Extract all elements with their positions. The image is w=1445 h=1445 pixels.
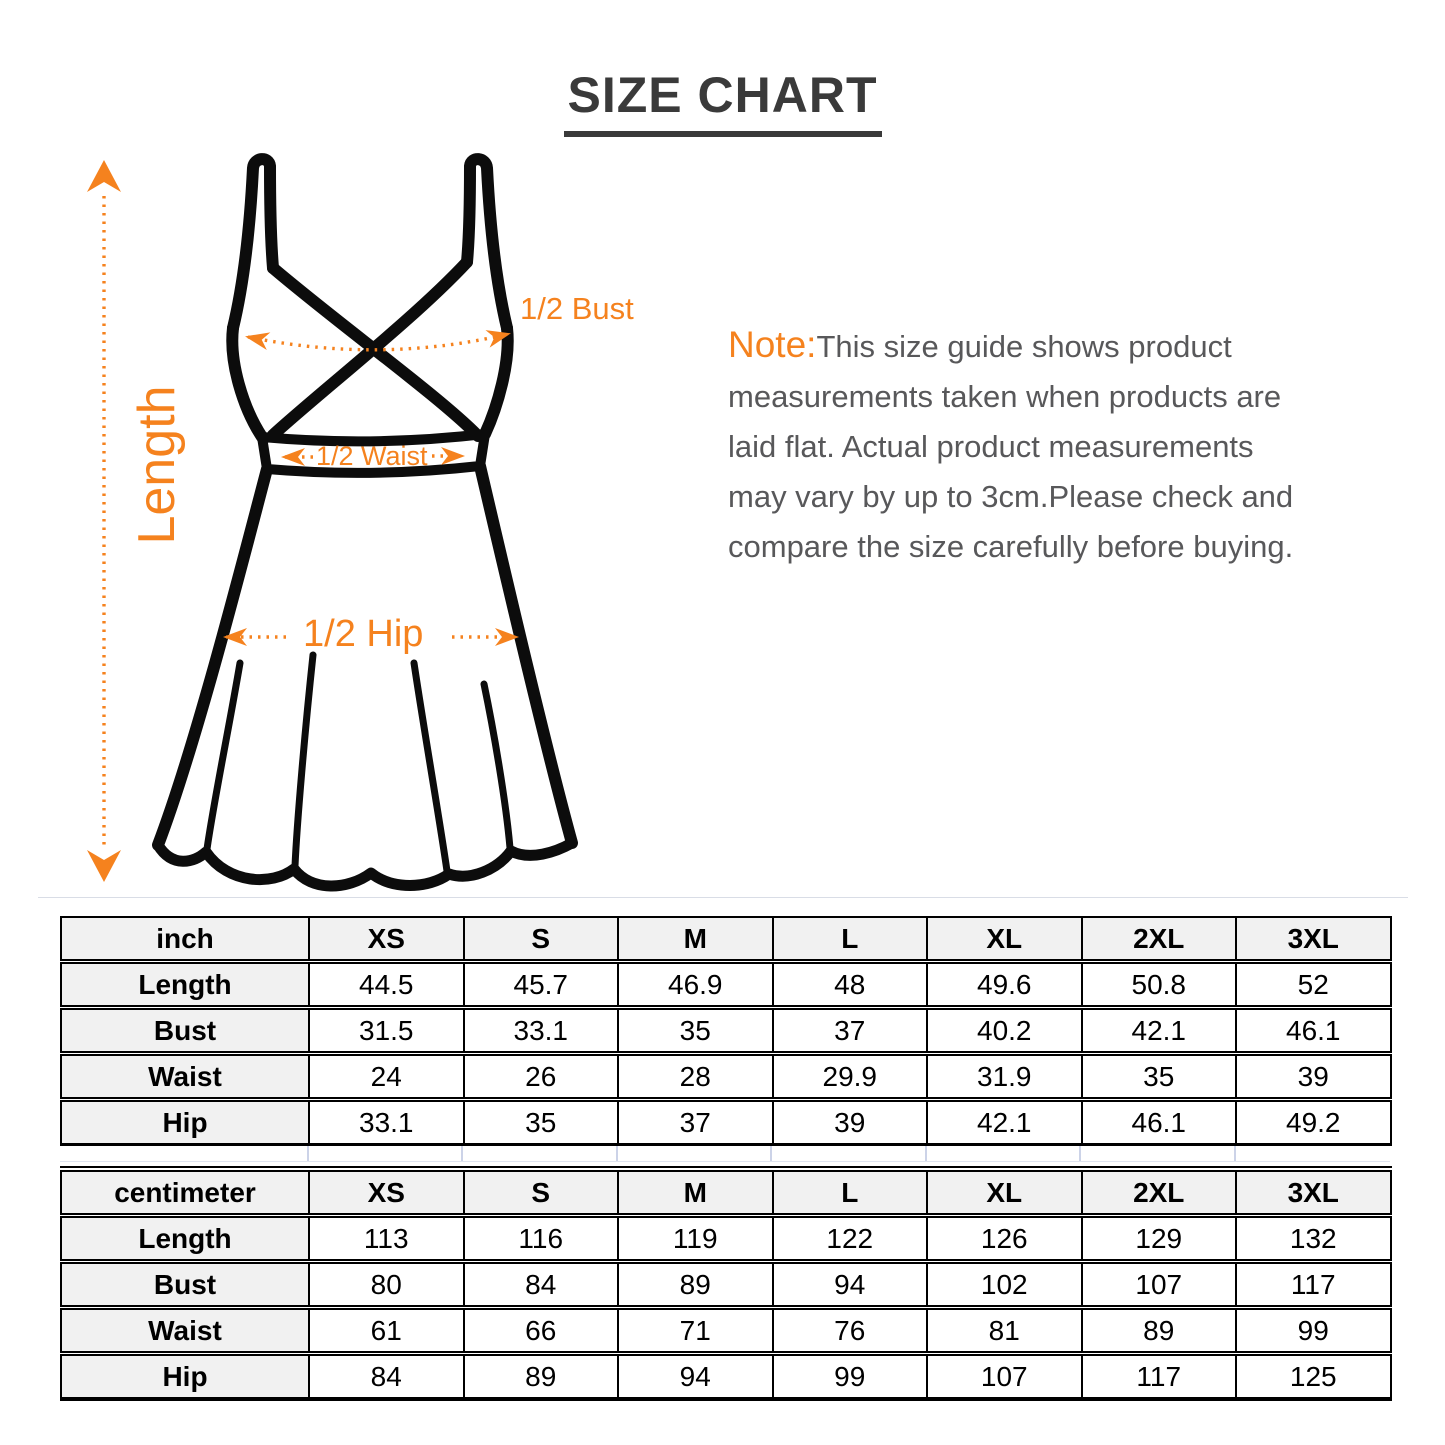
measurement-value: 49.6 [927, 962, 1082, 1008]
measurement-value: 76 [773, 1308, 928, 1354]
table-row [61, 1354, 1391, 1400]
measurement-value: 35 [464, 1100, 619, 1145]
measurement-value: 129 [1082, 1216, 1237, 1262]
table-header-row [61, 1169, 1391, 1216]
measurement-value: 29.9 [773, 1054, 928, 1100]
size-column-header: XL [927, 1169, 1082, 1216]
size-column-header: L [773, 917, 928, 962]
dress-pleats [207, 655, 510, 871]
measurement-value: 80 [309, 1262, 464, 1308]
note-line: Note:This size guide shows product [728, 324, 1232, 365]
measurement-value: 99 [773, 1354, 928, 1400]
unit-header-cell: inch [61, 917, 309, 962]
measurement-value: 81 [927, 1308, 1082, 1354]
measurement-value: 42.1 [1082, 1008, 1237, 1054]
size-column-header: 3XL [1236, 917, 1391, 962]
measurement-label: Hip [61, 1354, 309, 1400]
measurement-value: 44.5 [309, 962, 464, 1008]
table-row [61, 1308, 1391, 1354]
size-column-header: 2XL [1082, 1169, 1237, 1216]
size-column-header: 2XL [1082, 917, 1237, 962]
table-row [61, 1054, 1391, 1100]
measurement-label: Length [61, 1216, 309, 1262]
measurement-value: 113 [309, 1216, 464, 1262]
measurement-label: Waist [61, 1054, 309, 1100]
table-row [61, 1008, 1391, 1054]
measurement-value: 117 [1236, 1262, 1391, 1308]
measurement-value: 31.5 [309, 1008, 464, 1054]
measurement-value: 33.1 [309, 1100, 464, 1145]
measurement-value: 39 [773, 1100, 928, 1145]
measurement-value: 132 [1236, 1216, 1391, 1262]
measurement-value: 107 [927, 1354, 1082, 1400]
measurement-value: 126 [927, 1216, 1082, 1262]
measurement-value: 46.9 [618, 962, 773, 1008]
size-column-header: M [618, 917, 773, 962]
size-table-inch [60, 916, 1392, 1146]
measurement-value: 31.9 [927, 1054, 1082, 1100]
measurement-value: 37 [773, 1008, 928, 1054]
size-column-header: L [773, 1169, 928, 1216]
measurement-value: 39 [1236, 1054, 1391, 1100]
measurement-value: 84 [309, 1354, 464, 1400]
size-column-header: XS [309, 1169, 464, 1216]
unit-header-cell: centimeter [61, 1169, 309, 1216]
note-line: laid flat. Actual product measurements [728, 429, 1254, 464]
dress-left-side [232, 328, 262, 437]
measurement-value: 33.1 [464, 1008, 619, 1054]
measurement-value: 119 [618, 1216, 773, 1262]
half-hip-label: 1/2 Hip [303, 613, 424, 655]
measurement-label: Bust [61, 1262, 309, 1308]
measurement-value: 24 [309, 1054, 464, 1100]
size-column-header: 3XL [1236, 1169, 1391, 1216]
measurement-value: 46.1 [1236, 1008, 1391, 1054]
note-line: may vary by up to 3cm.Please check and [728, 479, 1294, 514]
measurement-value: 45.7 [464, 962, 619, 1008]
measurement-value: 89 [618, 1262, 773, 1308]
measurement-label: Bust [61, 1008, 309, 1054]
measurement-value: 40.2 [927, 1008, 1082, 1054]
half-bust-label: 1/2 Bust [520, 291, 634, 326]
measurement-value: 52 [1236, 962, 1391, 1008]
measurement-value: 66 [464, 1308, 619, 1354]
measurement-value: 35 [618, 1008, 773, 1054]
measurement-value: 35 [1082, 1054, 1237, 1100]
faint-gridline [60, 1161, 1390, 1162]
measurement-label: Hip [61, 1100, 309, 1145]
size-column-header: M [618, 1169, 773, 1216]
measurement-value: 116 [464, 1216, 619, 1262]
measurement-value: 94 [618, 1354, 773, 1400]
measurement-value: 94 [773, 1262, 928, 1308]
note-line: compare the size carefully before buying. [728, 529, 1294, 564]
size-column-header: S [464, 917, 619, 962]
measurement-value: 102 [927, 1262, 1082, 1308]
size-column-header: XL [927, 917, 1082, 962]
size-table-centimeter [60, 1166, 1392, 1401]
measurement-value: 84 [464, 1262, 619, 1308]
dress-right-strap [467, 159, 507, 328]
dress-right-side [485, 328, 508, 434]
page-title: SIZE CHART [564, 66, 882, 137]
measurement-value: 28 [618, 1054, 773, 1100]
dress-left-strap [233, 159, 273, 328]
measurement-value: 89 [1082, 1308, 1237, 1354]
size-column-header: XS [309, 917, 464, 962]
measurement-value: 107 [1082, 1262, 1237, 1308]
measurement-value: 61 [309, 1308, 464, 1354]
note-text [728, 320, 1418, 572]
note-line: measurements taken when products are [728, 379, 1282, 414]
measurement-value: 125 [1236, 1354, 1391, 1400]
measurement-value: 122 [773, 1216, 928, 1262]
note-prefix: Note: [728, 324, 817, 365]
measurement-value: 50.8 [1082, 962, 1237, 1008]
length-label: Length [128, 385, 186, 545]
measurement-value: 49.2 [1236, 1100, 1391, 1145]
measurement-value: 117 [1082, 1354, 1237, 1400]
measurement-value: 99 [1236, 1308, 1391, 1354]
measurement-value: 42.1 [927, 1100, 1082, 1145]
measurement-value: 46.1 [1082, 1100, 1237, 1145]
table-row [61, 1262, 1391, 1308]
measurement-label: Waist [61, 1308, 309, 1354]
table-row [61, 962, 1391, 1008]
measurement-value: 48 [773, 962, 928, 1008]
faint-gridline [38, 897, 1408, 898]
size-column-header: S [464, 1169, 619, 1216]
half-waist-label: 1/2 Waist [316, 441, 428, 471]
measurement-value: 71 [618, 1308, 773, 1354]
table-row [61, 1216, 1391, 1262]
measurement-value: 26 [464, 1054, 619, 1100]
table-row [61, 1100, 1391, 1145]
measurement-value: 89 [464, 1354, 619, 1400]
dress-skirt-right [480, 466, 572, 843]
measurement-value: 37 [618, 1100, 773, 1145]
measurement-label: Length [61, 962, 309, 1008]
table-header-row [61, 917, 1391, 962]
